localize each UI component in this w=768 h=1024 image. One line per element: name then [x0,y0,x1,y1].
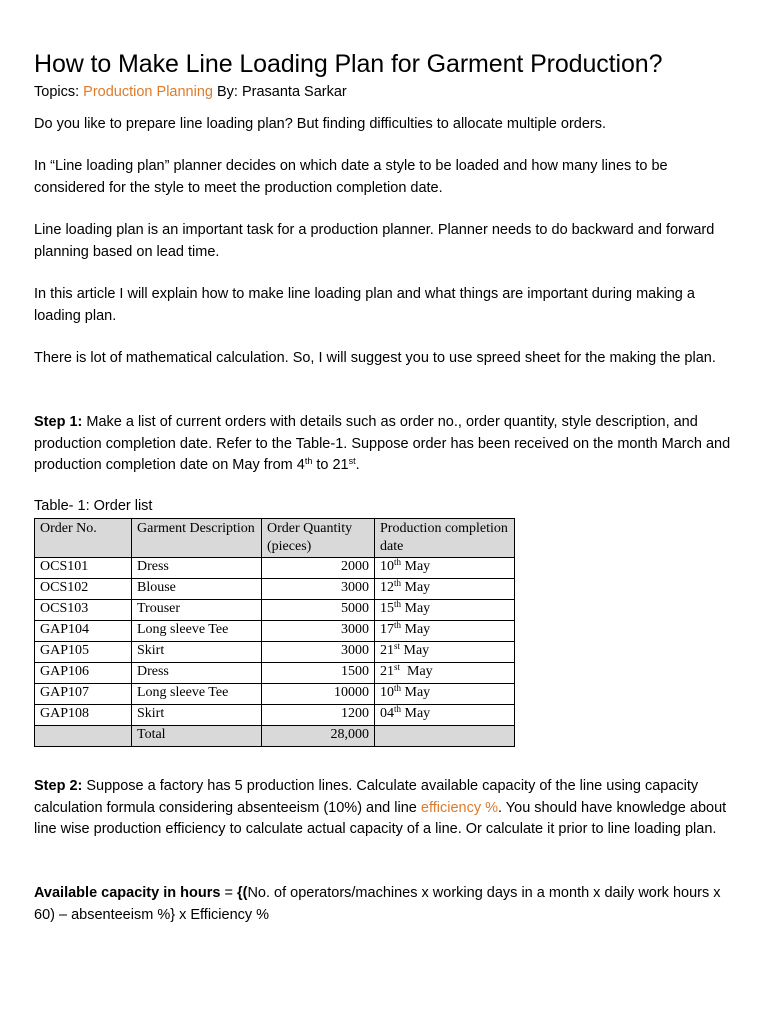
efficiency-link[interactable]: efficiency % [420,799,498,816]
author-name: Prasanta Sarkar [241,84,347,100]
step-2-label: Step 2: [34,778,83,794]
step-1-text-cont: to 21 [312,457,349,473]
date-month: May [400,664,433,679]
formula-label: Available capacity in hours [34,885,221,901]
step-2-text: Suppose a factory has 5 production lines. Calculate available capacity of the line using capacity calculation formula considering absenteeism (10%) and line [34,778,699,816]
order-quantity-cell: 5000 [262,600,375,621]
date-day: 21 [380,664,394,679]
date-month: May [401,580,431,595]
garment-description-cell: Skirt [132,705,262,726]
date-month: May [401,559,431,574]
date-ordinal-suffix: th [394,557,402,567]
order-no-cell: GAP105 [35,642,132,663]
order-no-cell: OCS102 [35,579,132,600]
order-quantity-cell: 1500 [262,663,375,684]
date-ordinal-suffix: th [394,578,402,588]
total-blank-cell [35,726,132,747]
table-caption: Table- 1: Order list [34,498,153,514]
article-meta [34,84,347,100]
paragraph-intro: Do you like to prepare line loading plan? But finding difficulties to allocate multiple orders. [34,116,607,132]
paragraph-importance: Line loading plan is an important task for a production planner. Planner needs to do backward and forward planning based on lead time. [34,222,715,260]
step-1-text-end: . [355,457,360,473]
date-day: 04 [380,706,394,721]
order-no-cell: GAP108 [35,705,132,726]
completion-date-cell [375,705,515,726]
header-garment-description: Garment Description [132,519,262,558]
table-header-row [35,519,515,558]
order-no-cell: GAP104 [35,621,132,642]
date-month: May [401,706,431,721]
superscript: th [304,456,313,466]
step-2-text-cont: . You should have knowledge about line wise production efficiency to calculate actual capacity of a line. Or calculate it prior to line loading plan. [34,799,727,837]
total-value: 28,000 [262,726,375,747]
date-ordinal-suffix: st [394,641,401,651]
order-no-cell: OCS103 [35,600,132,621]
date-day: 21 [380,643,394,658]
by-prefix: By: [212,84,242,100]
completion-date-cell [375,558,515,579]
order-quantity-cell: 10000 [262,684,375,705]
order-no-cell: GAP107 [35,684,132,705]
completion-date-cell [375,579,515,600]
table-row [35,663,515,684]
order-quantity-cell: 3000 [262,642,375,663]
table-row [35,558,515,579]
table-row [35,600,515,621]
garment-description-cell: Long sleeve Tee [132,684,262,705]
date-day: 10 [380,559,394,574]
date-day: 15 [380,601,394,616]
step-2-paragraph [34,776,734,841]
order-no-cell: OCS101 [35,558,132,579]
order-quantity-cell: 3000 [262,579,375,600]
header-order-quantity: Order Quantity (pieces) [262,519,375,558]
table-row [35,684,515,705]
table-row [35,621,515,642]
paragraph-definition: In “Line loading plan” planner decides on which date a style to be loaded and how many lines to be considered for the style to meet the production completion date. [34,158,668,196]
date-day: 12 [380,580,394,595]
date-day: 10 [380,685,394,700]
total-label: Total [132,726,262,747]
order-list-table [34,518,515,747]
date-ordinal-suffix: th [394,620,402,630]
paragraph-spreadsheet: There is lot of mathematical calculation. So, I will suggest you to use spreed sheet for the making the plan. [34,350,716,366]
date-ordinal-suffix: st [394,662,401,672]
table-row [35,705,515,726]
garment-description-cell: Dress [132,558,262,579]
formula-brace: {( [236,885,248,901]
garment-description-cell: Dress [132,663,262,684]
step-1-label: Step 1: [34,414,83,430]
order-quantity-cell: 3000 [262,621,375,642]
date-ordinal-suffix: th [394,683,402,693]
superscript: st [348,456,356,466]
garment-description-cell: Blouse [132,579,262,600]
date-day: 17 [380,622,394,637]
date-month: May [401,601,431,616]
formula-text: No. of operators/machines x working days in a month x daily work hours x 60) – absenteeism %} x Efficiency % [34,885,721,923]
paragraph-article-scope: In this article I will explain how to make line loading plan and what things are important during making a loading plan. [34,286,695,324]
completion-date-cell [375,684,515,705]
completion-date-cell [375,621,515,642]
capacity-formula [34,883,734,926]
table-row [35,642,515,663]
completion-date-cell [375,600,515,621]
step-1-text: Make a list of current orders with details such as order no., order quantity, style description, and production completion date. Refer to the Table-1. Suppose order has been received on the month March and production completion date on May from 4 [34,414,731,473]
table-total-row [35,726,515,747]
topic-link-production-planning[interactable]: Production Planning [83,84,213,100]
table-row [35,579,515,600]
article-title: How to Make Line Loading Plan for Garment Production? [34,50,663,78]
date-month: May [400,643,430,658]
order-quantity-cell: 1200 [262,705,375,726]
step-1-paragraph [34,412,734,477]
order-quantity-cell: 2000 [262,558,375,579]
formula-equals: = [220,885,237,901]
completion-date-cell [375,663,515,684]
date-month: May [401,622,431,637]
header-order-no: Order No. [35,519,132,558]
date-month: May [401,685,431,700]
date-ordinal-suffix: th [394,704,402,714]
header-completion-date: Production completion date [375,519,515,558]
total-blank-cell [375,726,515,747]
completion-date-cell [375,642,515,663]
garment-description-cell: Long sleeve Tee [132,621,262,642]
garment-description-cell: Skirt [132,642,262,663]
date-ordinal-suffix: th [394,599,402,609]
garment-description-cell: Trouser [132,600,262,621]
order-no-cell: GAP106 [35,663,132,684]
topics-prefix: Topics: [34,84,84,100]
